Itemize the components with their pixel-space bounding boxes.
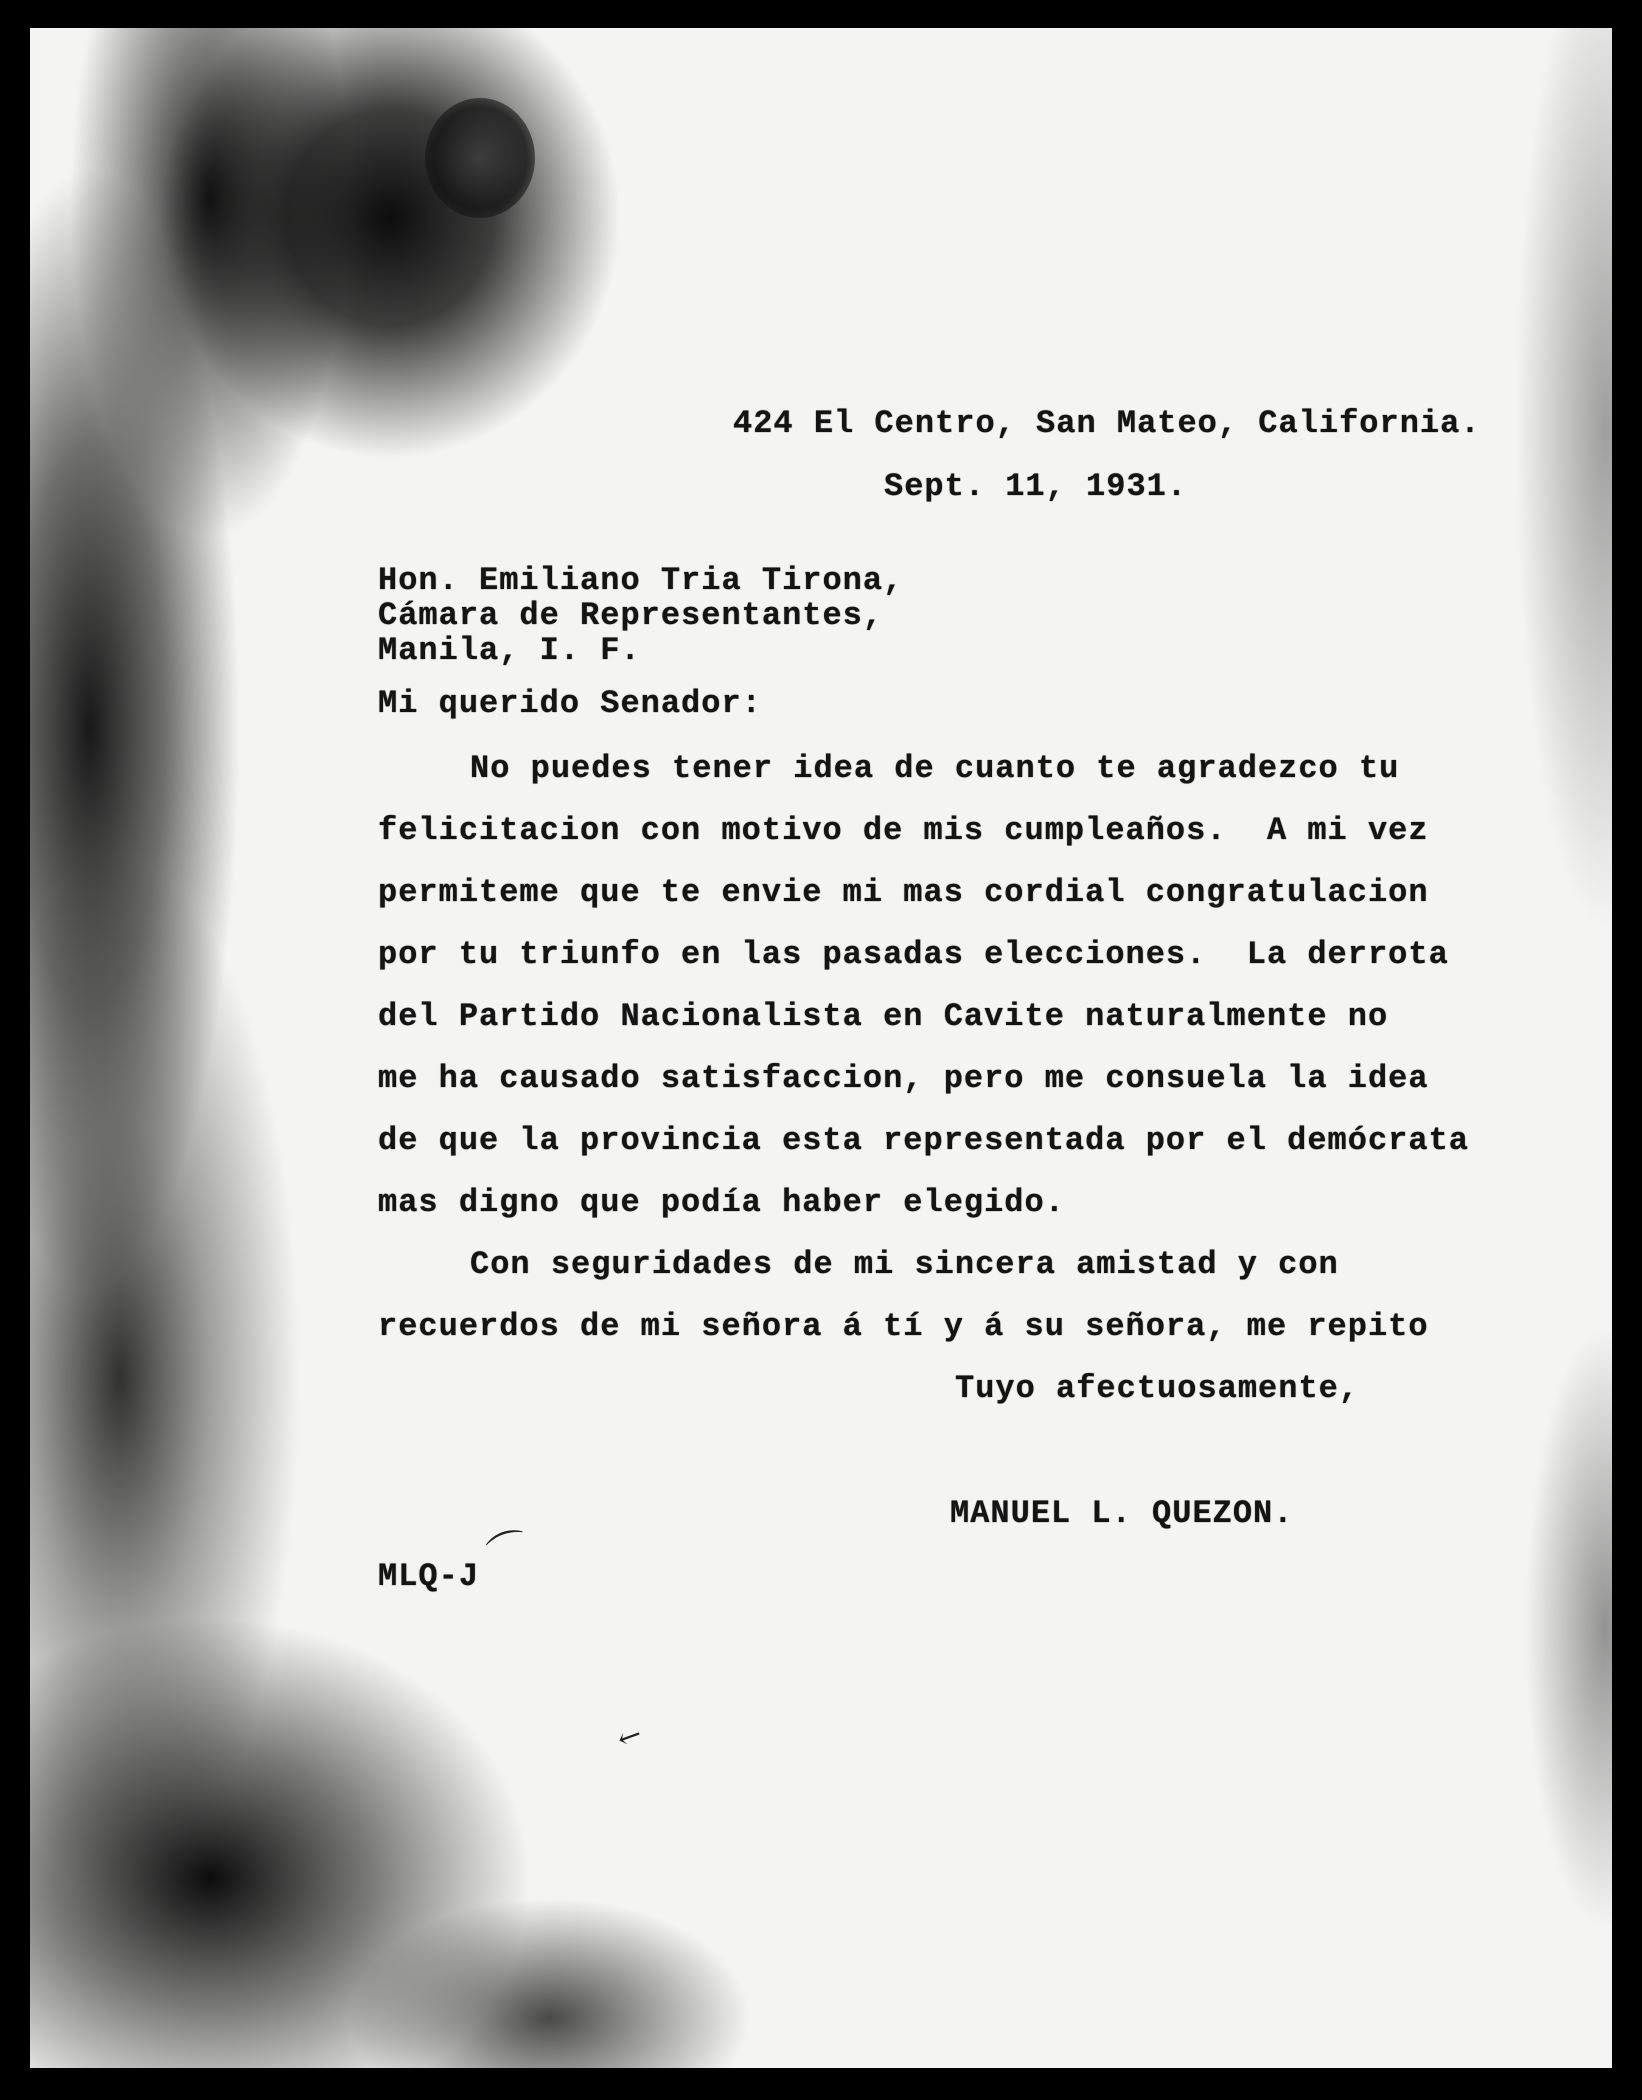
paragraph-line: No puedes tener idea de cuanto te agradezco tu: [470, 750, 1400, 787]
letter-date: Sept. 11, 1931.: [884, 468, 1188, 505]
recipient-name: Hon. Emiliano Tria Tirona,: [378, 562, 904, 599]
recipient-office: Cámara de Representantes,: [378, 597, 884, 634]
recipient-city: Manila, I. F.: [378, 632, 641, 669]
paragraph-line: recuerdos de mi señora á tí y á su señora, me repito: [378, 1308, 1429, 1345]
reference-initials: MLQ-J: [378, 1558, 480, 1595]
paragraph-line: felicitacion con motivo de mis cumpleaños. A mi vez: [378, 812, 1429, 849]
letter-page: [30, 28, 1612, 2068]
paragraph-line: Con seguridades de mi sincera amistad y con: [470, 1246, 1339, 1283]
signature-name: MANUEL L. QUEZON.: [950, 1495, 1294, 1532]
paragraph-line: por tu triunfo en las pasadas elecciones. La derrota: [378, 936, 1449, 973]
sender-address: 424 El Centro, San Mateo, California.: [733, 405, 1481, 442]
pencil-mark: ⌒: [482, 1523, 536, 1581]
stray-mark: ↙: [612, 1716, 648, 1757]
thumbprint-stain: [425, 98, 535, 218]
paragraph-line: de que la provincia esta representada por el demócrata: [378, 1122, 1469, 1159]
paragraph-line: del Partido Nacionalista en Cavite naturalmente no: [378, 998, 1389, 1035]
paragraph-line: permiteme que te envie mi mas cordial congratulacion: [378, 874, 1429, 911]
closing: Tuyo afectuosamente,: [955, 1370, 1360, 1407]
paragraph-line: me ha causado satisfaccion, pero me consuela la idea: [378, 1060, 1429, 1097]
salutation: Mi querido Senador:: [378, 685, 762, 722]
paragraph-line: mas digno que podía haber elegido.: [378, 1184, 1065, 1221]
